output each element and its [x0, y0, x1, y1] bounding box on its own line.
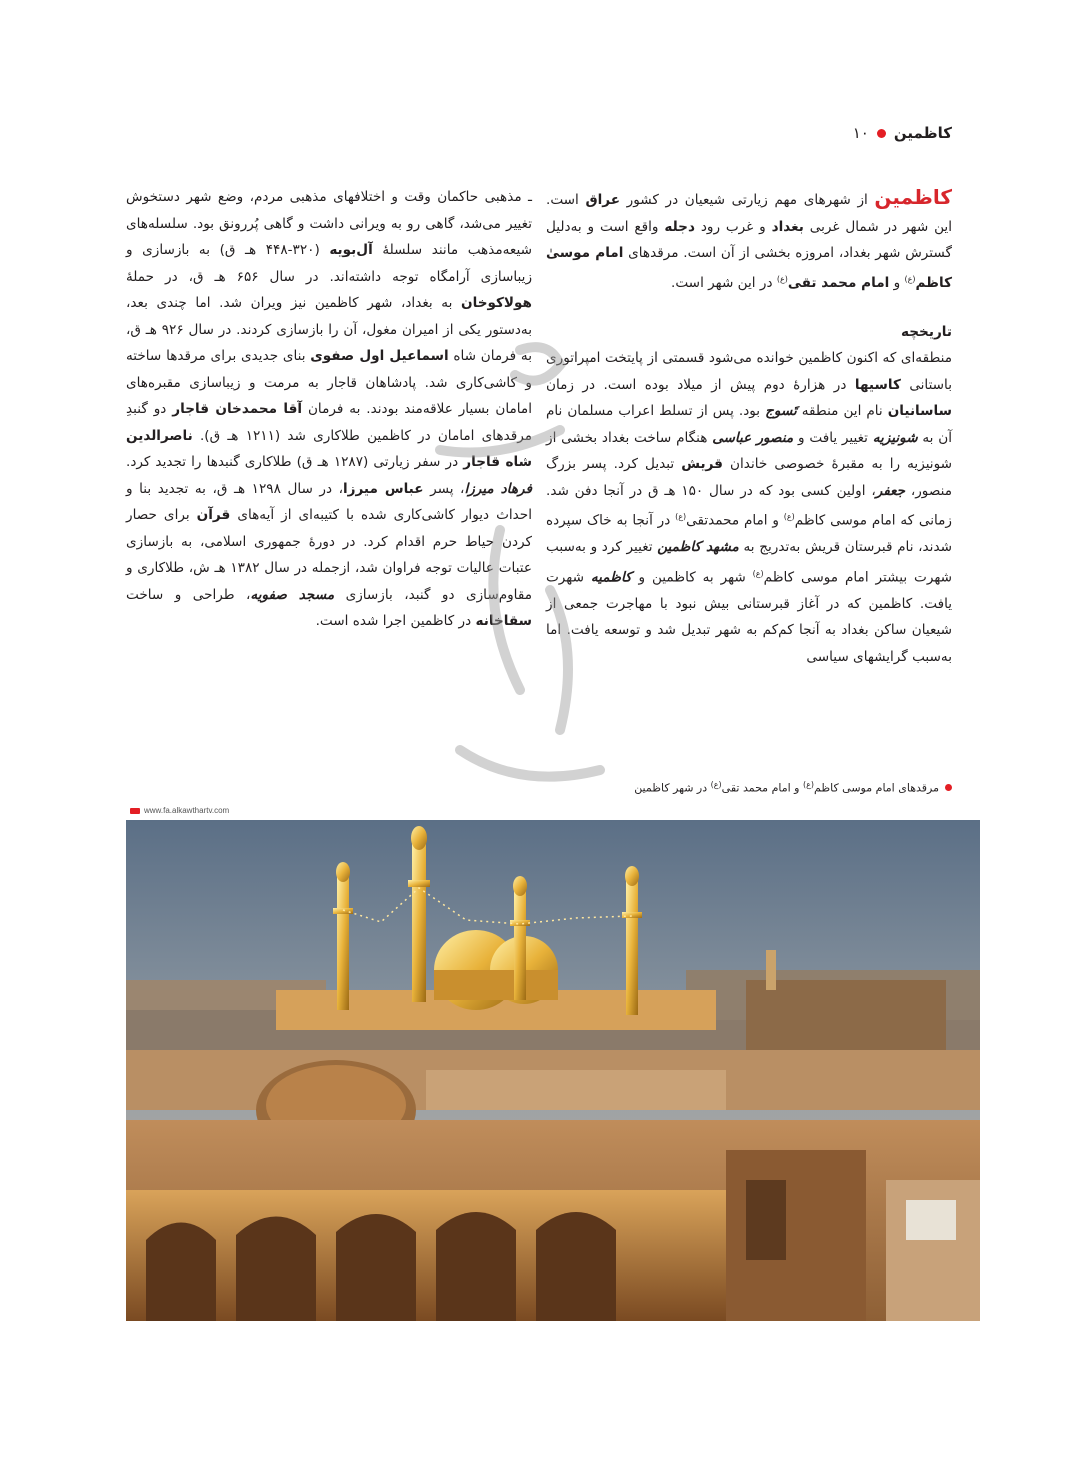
body-text: بود. پس از تسلط اعراب مسلمان نام آن به — [546, 403, 952, 446]
body-text: تبدیل کرد. پسر بزرگ منصور، — [546, 456, 953, 499]
body-text: ، در سال ۱۲۹۸ هـ ق، به تجدید بنا و احداث دیوار کاشی‌کاری شده با کتیبه‌ای از آیه‌های — [126, 480, 532, 523]
emphasis-text: مشهد کاظمین — [657, 539, 739, 556]
red-dot-icon — [877, 129, 886, 138]
emphasis-text: تَسوج — [765, 403, 797, 420]
body-text: در سفر زیارتی (۱۲۸۷ هـ ق) طلاکاری گنبدها را تجدید کرد. — [126, 454, 464, 470]
body-text: واقع است و به‌دلیل گسترش شهر بغداد، امروزه بخشی از آن است. مرقدهای — [546, 218, 953, 261]
body-text: و — [889, 275, 905, 292]
history-continued-paragraph — [126, 184, 532, 635]
body-text: برای حصار کردن حیاط حرم اقدام کرد. در دورهٔ جمهوری اسلامی، به بازسازی عتبات عالیات توجه فراوان شد، ازجمله در سال ۱۳۸۲ هـ ش، طلاکاری و مقاوم‌سازی دو گنبد، بازسازی — [126, 507, 533, 603]
emphasis-text: قریش — [681, 456, 723, 473]
body-text: منطقه‌ای که اکنون کاظمین خوانده می‌شود قسمتی از پایتخت امپراتوری باستانی — [546, 350, 952, 393]
kadhimiya-shrine-illustration — [126, 820, 980, 1321]
red-dot-icon — [945, 784, 952, 791]
body-text: ، طراحی و ساخت — [126, 586, 251, 603]
body-text: به بغداد، شهر کاظمین نیز ویران شد. اما چندی بعد، به‌دستور یکی از امیران مغول، آن را بازسازی کردند. در سال ۹۲۶ هـ ق، به فرمان شاه — [126, 295, 533, 364]
emphasis-text: آقا محمدخان قاجار — [172, 401, 303, 417]
body-text: در شهر کاظمین — [634, 781, 711, 795]
body-text: و غرب رود — [694, 218, 772, 235]
emphasis-text: هولاکوخان — [460, 295, 532, 311]
emphasis-text: ناصرالدین شاه قاجار — [126, 427, 532, 470]
running-title: کاظمین — [893, 124, 952, 142]
body-text: شهرت یافت. کاظمین که در آغاز قبرستانی بیش نبود با مهاجرت جمعی از شیعیان ساکن بغداد به آنجا کم‌کم به شهر تبدیل شد و توسعه یافت. اما به‌سبب گرایشهای سیاسی — [546, 569, 952, 665]
honorific-mark: (ع) — [904, 274, 916, 284]
emphasis-text: فرهاد میرزا — [464, 480, 532, 497]
body-text: تغییر یافت و — [793, 429, 873, 446]
honorific-mark: (ع) — [783, 512, 795, 522]
right-column — [546, 184, 952, 670]
body-text: در این شهر است. — [671, 275, 777, 292]
emphasis-text: شونیزیه — [872, 429, 918, 446]
emphasis-text: مسجد صفویه — [250, 586, 335, 603]
body-text: مرقدهای امام موسی کاظم — [814, 781, 939, 795]
body-text: ـ مذهبی حاکمان وقت و اختلافهای مذهبی مردم، وضع شهر دستخوش تغییر می‌شد، گاهی رو به ویرانی داشت و گاهی پُررونق بود. سلسله‌های شیعه‌مذهب مانند سلسلهٔ — [126, 189, 532, 258]
emphasis-text: عراق — [585, 192, 621, 208]
page-header — [853, 124, 952, 142]
honorific-mark: (ع) — [803, 780, 815, 789]
honorific-mark: (ع) — [710, 780, 722, 789]
body-text: در کاظمین اجرا شده است. — [315, 613, 476, 629]
section-title: تاریخچه — [901, 323, 952, 340]
credit-url: www.fa.alkawthartv.com — [144, 806, 230, 815]
body-text: دو گنبدِ مرقدهای امامان در کاظمین طلاکاری شد (۱۲۱۱ هـ ق). — [126, 401, 532, 444]
image-credit — [130, 806, 229, 815]
honorific-mark: (ع) — [675, 512, 687, 522]
body-text: نام این منطقه — [796, 403, 888, 420]
body-text: شهر به کاظمین و — [631, 569, 753, 586]
emphasis-text: عباس میرزا — [342, 480, 424, 497]
honorific-mark: (ع) — [752, 568, 764, 578]
body-text: هنگام ساخت بغداد بخشی از شونیزیه را به مقبرهٔ خصوصی خاندان — [546, 429, 953, 473]
emphasis-text: اسماعیل اول صفوی — [310, 348, 449, 364]
lead-word: کاظمین — [874, 185, 952, 209]
body-text: ، پسر — [423, 480, 465, 497]
intro-paragraph — [546, 184, 952, 297]
emphasis-text: امام موسیٰ کاظم — [546, 245, 952, 292]
emphasis-text: منصور عباسی — [712, 429, 794, 446]
body-text: بنای جدیدی برای مرقدها ساخته و کاشی‌کاری شد. پادشاهان قاجار به مرمت و زیباسازی مقبره‌های امامان بسیار علاقه‌مند بودند. به فرمان — [126, 348, 532, 417]
body-text: و امام محمد تقی — [721, 781, 803, 795]
body-text: تغییر کرد و به‌سبب شهرت بیشتر امام موسی کاظم — [546, 539, 953, 586]
camera-icon — [130, 808, 140, 814]
body-text: در آنجا به خاک سپرده شدند، نام قبرستان قریش به‌تدریج به — [546, 512, 952, 556]
honorific-mark: (ع) — [776, 274, 788, 284]
body-text: و امام محمدتقی — [686, 512, 784, 529]
emphasis-text: کاظمیه — [590, 569, 632, 586]
emphasis-text: امام محمد تقی — [787, 275, 890, 292]
shrine-photo — [126, 820, 980, 1321]
history-paragraph — [546, 345, 952, 670]
emphasis-text: جعفر — [875, 482, 906, 499]
emphasis-text: ساسانیان — [887, 403, 952, 420]
body-text: (۳۲۰-۴۴۸ هـ ق) به بازسازی و زیباسازی آرامگاه توجه داشته‌اند. در سال ۶۵۶ هـ ق، در حملهٔ — [126, 242, 533, 285]
body-text: از شهرهای مهم زیارتی شیعیان در کشور — [620, 192, 875, 208]
emphasis-text: آل‌بویه — [329, 242, 373, 258]
body-text: ، اولین کسی بود که در سال ۱۵۰ هـ ق در آنجا دفن شد. زمانی که امام موسی کاظم — [546, 482, 952, 529]
emphasis-text: بغداد — [771, 218, 804, 235]
emphasis-text: دجله — [664, 218, 695, 235]
emphasis-text: قرآن — [196, 507, 231, 523]
figure-caption — [634, 780, 952, 795]
left-column — [126, 184, 532, 635]
caption-text — [634, 780, 939, 795]
page-number: ۱۰ — [852, 124, 869, 142]
emphasis-text: کاسیها — [854, 376, 901, 393]
emphasis-text: سقاخانه — [475, 613, 532, 629]
body-text: در هزارهٔ دوم پیش از میلاد بوده است. در زمان — [546, 376, 855, 393]
body-text: است. این شهر در شمال غربی — [546, 192, 952, 235]
